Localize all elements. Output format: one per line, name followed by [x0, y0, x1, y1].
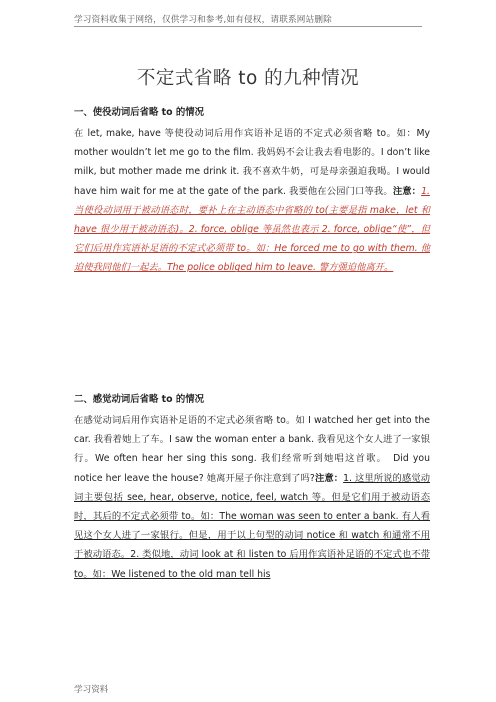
- page-footer: 学习资料: [74, 685, 109, 695]
- section-2-body: [74, 411, 430, 584]
- section-2-text: 在感觉动词后用作宾语补足语的不定式必须省略 to。如 I watched her get into the car. 我看着她上了车。I saw the woman enter a bank. 我看见这个女人进了一家银行。We often hear her sing this song. 我们经常听到她唱这首歌。 Did you notice her leave the house? 她离开屋子你注意到了吗?: [74, 415, 430, 484]
- section-2-heading: 二、感觉动词后省略 to 的情况: [74, 394, 204, 405]
- section-2-note-label: 注意：: [314, 472, 344, 484]
- section-2-note: 1. 这里所说的感觉动词主要包括 see, hear, observe, notice, feel, watch 等。但是它们用于被动语态时，其后的不定式必须带 to。如：The woman was seen to enter a bank. 有人看见这个女人进了一家银行。但是，用于以上句型的动词 notice 和 watch 和通常不用于被动语态。2. 类似地，动词 look at 和 listen to 后用作宾语补足语的不定式也不带 to。如：We listened to the old man tell his: [74, 472, 430, 580]
- document-title: 不定式省略 to 的九种情况: [136, 68, 360, 89]
- section-1-text: 在 let, make, have 等使役动词后用作宾语补足语的不定式必须省略 to。如：My mother wouldn’t let me go to the film. 我妈妈不会让我去看电影的。I don’t like milk, but mother made me drink it. 我不喜欢牛奶，可是母亲强迫我喝。I would have him wait for me at the gate of the park. 我要他在公园门口等我。: [74, 128, 430, 197]
- section-1-heading: 一、使役动词后省略 to 的情况: [74, 107, 204, 118]
- section-1-body: [74, 124, 430, 278]
- section-1-note: 1. 当使役动词用于被动语态时，要补上在主动语态中省略的 to(主要是指 make，let 和 have 很少用于被动语态)。2. force, oblige 等虽然也表示 2. force, oblige“使”，但它们后用作宾语补足语的不定式必须带 to。如：He forced me to go with them. 他迫使我同他们一起去。The police obliged him to leave. 警方强迫他离开。: [74, 185, 430, 274]
- page-header: 学习资料收集于网络，仅供学习和参考,如有侵权，请联系网站删除: [74, 15, 332, 25]
- section-1-note-label: 注意：: [392, 185, 422, 197]
- header-divider: [74, 26, 422, 27]
